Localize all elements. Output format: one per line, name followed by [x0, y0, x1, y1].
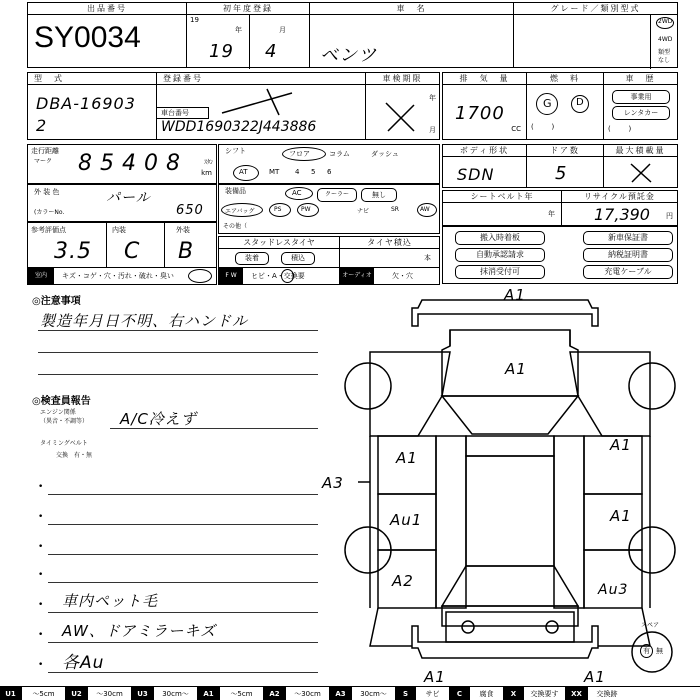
doors-label: ドア数	[527, 145, 603, 157]
caution-title: ◎注意事項	[32, 296, 81, 307]
documents-box	[442, 226, 678, 284]
yen-unit: 円	[666, 212, 673, 220]
bullet-text: AW、ドアミラーキズ	[62, 622, 217, 640]
note-line	[48, 672, 318, 673]
doc-item: 搬入時着板	[455, 231, 545, 245]
fw-label: F W	[219, 268, 243, 284]
bullet-dot: •	[38, 600, 44, 610]
month-label: 月	[279, 26, 286, 34]
legend-key: X	[504, 687, 524, 700]
legend-value: 30cm〜	[154, 687, 198, 700]
eq-sr: SR	[391, 206, 399, 213]
eq-cooler: クーラー	[317, 188, 357, 202]
mark-hood: A1	[505, 360, 527, 378]
audio-values: 欠・穴	[392, 272, 413, 280]
bullet-dot: •	[38, 570, 44, 580]
tire-label: タイヤ積込	[340, 237, 439, 249]
fw-box	[218, 267, 340, 285]
history-paren: ( )	[608, 125, 632, 133]
model-label: 型 式	[28, 73, 156, 85]
spare-label: スペア	[641, 622, 660, 629]
interior-condition-box	[27, 267, 217, 285]
tire-unit: 本	[424, 254, 431, 262]
capacity-cross-mark	[628, 161, 654, 185]
shift-box	[218, 144, 440, 184]
legend-value: 〜5cm	[220, 687, 264, 700]
legend-key: A3	[330, 687, 352, 700]
inspection-box	[365, 72, 440, 140]
legend-key: S	[396, 687, 416, 700]
damage-legend	[0, 686, 700, 700]
car-diagram	[330, 286, 690, 686]
body-box	[442, 144, 527, 188]
first-registration-label: 初年度登録	[187, 3, 309, 15]
score-value: 3.5	[54, 239, 92, 264]
fw-a-circle	[281, 269, 294, 283]
history-rental: レンタカー	[612, 106, 670, 120]
bullet-dot: •	[38, 660, 44, 670]
legend-value: 30cm〜	[352, 687, 396, 700]
doc-item: 抹消受付可	[455, 265, 545, 279]
car-name-box	[309, 2, 514, 68]
eq-ps: PS	[274, 206, 282, 213]
color-value: パール	[106, 190, 151, 206]
recycle-value: 17,390	[594, 205, 650, 224]
car-name-label: 車 名	[310, 3, 513, 15]
bullet-dot: •	[38, 542, 44, 552]
spare-no: 無	[656, 647, 663, 655]
inspect-year: 年	[429, 94, 436, 102]
studless-label: スタッドレスタイヤ	[219, 237, 339, 249]
bullet-dot: •	[38, 630, 44, 640]
body-label: ボディ形状	[443, 145, 526, 157]
model-box	[27, 72, 157, 140]
note-line	[38, 374, 318, 375]
inspection-label: 車検期限	[366, 73, 439, 85]
divider	[249, 15, 250, 69]
interior-value: C	[124, 239, 141, 264]
chassis-value: WDD1690322J443886	[161, 119, 317, 135]
exterior-value: B	[178, 239, 195, 264]
fuel-g: G	[543, 97, 552, 110]
mark-left-door: Au1	[390, 511, 423, 529]
bullet-dot: •	[38, 482, 44, 492]
studless-box	[218, 236, 340, 268]
eq-ac: AC	[292, 189, 302, 197]
doors-value: 5	[555, 163, 568, 184]
lot-number-label: 出品番号	[28, 3, 186, 15]
legend-key: U2	[66, 687, 88, 700]
mileage-digit: 8	[78, 151, 93, 176]
shift-4: 4	[295, 168, 300, 176]
legend-key: A1	[198, 687, 220, 700]
inspect-month: 月	[429, 126, 436, 134]
mark-left-rear: A2	[392, 572, 414, 590]
capacity-label: 最大積載量	[604, 145, 677, 157]
eq-none: 無し	[361, 188, 397, 202]
grade-label: グレード／類別型式	[514, 3, 677, 15]
history-label: 車 歴	[604, 73, 677, 85]
drive-4wd: 4WD	[658, 36, 673, 43]
mileage-box	[27, 144, 217, 184]
capacity-box	[603, 144, 678, 188]
model-value: DBA-169032	[36, 94, 136, 135]
shift-dash: ダッシュ	[371, 150, 399, 158]
color-label: 外 装 色	[34, 188, 60, 196]
lot-number-box	[27, 2, 187, 68]
bullet-list	[38, 470, 320, 680]
smell-circle	[188, 269, 212, 283]
shift-mt: MT	[269, 168, 280, 176]
color-no-label: (カラーNo.	[34, 209, 65, 216]
km-mark: ｽﾀﾝ	[203, 159, 213, 166]
studless-att: 装着	[235, 252, 269, 265]
car-name: ベンツ	[320, 45, 377, 66]
interior-cond-values: キズ・コゲ・穴・汚れ・破れ・臭い	[62, 272, 174, 280]
mileage-digit: 8	[166, 151, 181, 176]
note-line	[38, 330, 318, 331]
shift-5: 5	[311, 168, 316, 176]
timing-values: 交換 有・無	[56, 452, 93, 459]
body-value: SDN	[457, 165, 495, 184]
note-line	[38, 352, 318, 353]
cc-unit: CC	[511, 125, 521, 133]
mark-rear-right: A1	[584, 668, 606, 686]
fuel-d: D	[576, 97, 584, 108]
mark-rear-left: A1	[424, 668, 446, 686]
bullet-text: 車内ペット毛	[62, 592, 159, 610]
meter-label: マーク	[34, 158, 53, 165]
drive-2wd: 2WD	[658, 18, 673, 25]
fuel-paren: ( )	[531, 123, 555, 131]
color-no: 650	[176, 203, 204, 218]
score-label: 参考評価点	[31, 226, 66, 234]
legend-key: A2	[264, 687, 286, 700]
doc-item: 新車保証書	[583, 231, 673, 245]
shift-6: 6	[327, 168, 332, 176]
history-business: 事業用	[612, 90, 670, 104]
shift-column: コラム	[329, 150, 350, 158]
audio-box	[339, 267, 440, 285]
engine-note: A/C冷えず	[120, 410, 197, 428]
note-line	[48, 582, 318, 583]
legend-key: U1	[0, 687, 22, 700]
note-line	[48, 554, 318, 555]
first-reg-year: 19	[209, 41, 234, 62]
mileage-label: 走行距離	[31, 147, 59, 155]
legend-key: U3	[132, 687, 154, 700]
doc-item: 納税証明書	[583, 248, 673, 262]
timing-label: タイミングベルト	[40, 440, 88, 447]
legend-value: 〜30cm	[88, 687, 132, 700]
chassis-label: 車台番号	[157, 107, 209, 119]
mark-right-rear: Au3	[598, 582, 629, 598]
inspect-cross-mark	[382, 99, 418, 135]
audio-label: オーディオ	[340, 268, 374, 284]
divider	[650, 15, 651, 69]
year-label: 年	[235, 26, 242, 34]
legend-value: 交換要す	[524, 687, 566, 700]
fw-values: ヒビ・A・交換要	[251, 272, 305, 280]
doc-item: 自動承認請求	[455, 248, 545, 262]
note-line	[48, 524, 318, 525]
divider	[164, 223, 165, 267]
shift-floor: フロア	[289, 150, 310, 158]
mark-front-top: A1	[504, 286, 526, 304]
history-box	[603, 72, 678, 140]
score-box	[27, 222, 217, 268]
note-line	[48, 612, 318, 613]
legend-value: 〜5cm	[22, 687, 66, 700]
mileage-digit: 4	[122, 151, 137, 176]
model-type-none: 類型 なし	[658, 49, 671, 64]
shift-label: シフト	[225, 147, 246, 155]
legend-value: サビ	[416, 687, 450, 700]
eq-ab: エアバッグ	[225, 208, 255, 215]
lot-number: SY0034	[34, 21, 141, 54]
fuel-label: 燃 料	[527, 73, 603, 85]
displacement-box	[442, 72, 527, 140]
mark-side-left: A3	[322, 474, 344, 492]
note-line	[48, 642, 318, 643]
mileage-digits	[78, 151, 188, 176]
doors-box	[526, 144, 604, 188]
legend-value: 〜30cm	[286, 687, 330, 700]
doc-item: 充電ケーブル	[583, 265, 673, 279]
mark-left-fender: A1	[396, 449, 418, 467]
spare-yes: 有	[643, 647, 650, 655]
mark-right-fender: A1	[610, 436, 632, 454]
divider	[106, 223, 107, 267]
recycle-label: リサイクル預託金	[562, 191, 677, 203]
registration-box	[156, 72, 366, 140]
legend-key: XX	[566, 687, 588, 700]
engine-label: エンジン関係 （異音・不調等）	[40, 409, 89, 425]
displacement-value: 1700	[455, 103, 505, 124]
seatbelt-box	[442, 190, 562, 226]
recycle-box	[561, 190, 678, 226]
first-reg-year-small: 19	[190, 16, 199, 24]
reg-strike-mark	[217, 85, 297, 119]
mileage-digit: 5	[100, 151, 115, 176]
mark-right-door: A1	[610, 507, 632, 525]
fuel-box	[526, 72, 604, 140]
equipment-box	[218, 184, 440, 234]
note-line	[48, 494, 318, 495]
bullet-dot: •	[38, 512, 44, 522]
shift-at: AT	[239, 168, 248, 176]
color-box	[27, 184, 217, 222]
mileage-digit: 0	[144, 151, 159, 176]
tire-box	[339, 236, 440, 268]
exterior-label: 外装	[176, 226, 190, 234]
seatbelt-label: シートベルト年	[443, 191, 561, 203]
km-unit: km	[201, 169, 212, 177]
equip-label: 装備品	[225, 187, 246, 195]
legend-value: 腐食	[470, 687, 504, 700]
bullet-text: 各Au	[62, 653, 105, 673]
legend-key: C	[450, 687, 470, 700]
grade-box	[513, 2, 678, 68]
spare-yes-circle	[640, 644, 653, 658]
reg-no-label: 登録番号	[157, 73, 365, 85]
eq-other: その他（	[223, 223, 248, 230]
note-line	[110, 428, 318, 429]
interior-cond-label: 室内	[28, 268, 54, 284]
first-reg-month: 4	[265, 41, 278, 62]
eq-pw: PW	[301, 206, 311, 213]
studless-load: 積込	[281, 252, 315, 265]
seatbelt-year: 年	[548, 210, 555, 218]
report-title: ◎検査員報告	[32, 396, 91, 407]
eq-aw: AW	[420, 206, 430, 213]
interior-label: 内装	[112, 226, 126, 234]
caution-text: 製造年月日不明、右ハンドル	[40, 312, 249, 330]
first-registration-box	[186, 2, 310, 68]
legend-value: 交換跡	[596, 690, 618, 698]
eq-navi: ナビ	[357, 208, 370, 215]
displacement-label: 排 気 量	[443, 73, 526, 85]
